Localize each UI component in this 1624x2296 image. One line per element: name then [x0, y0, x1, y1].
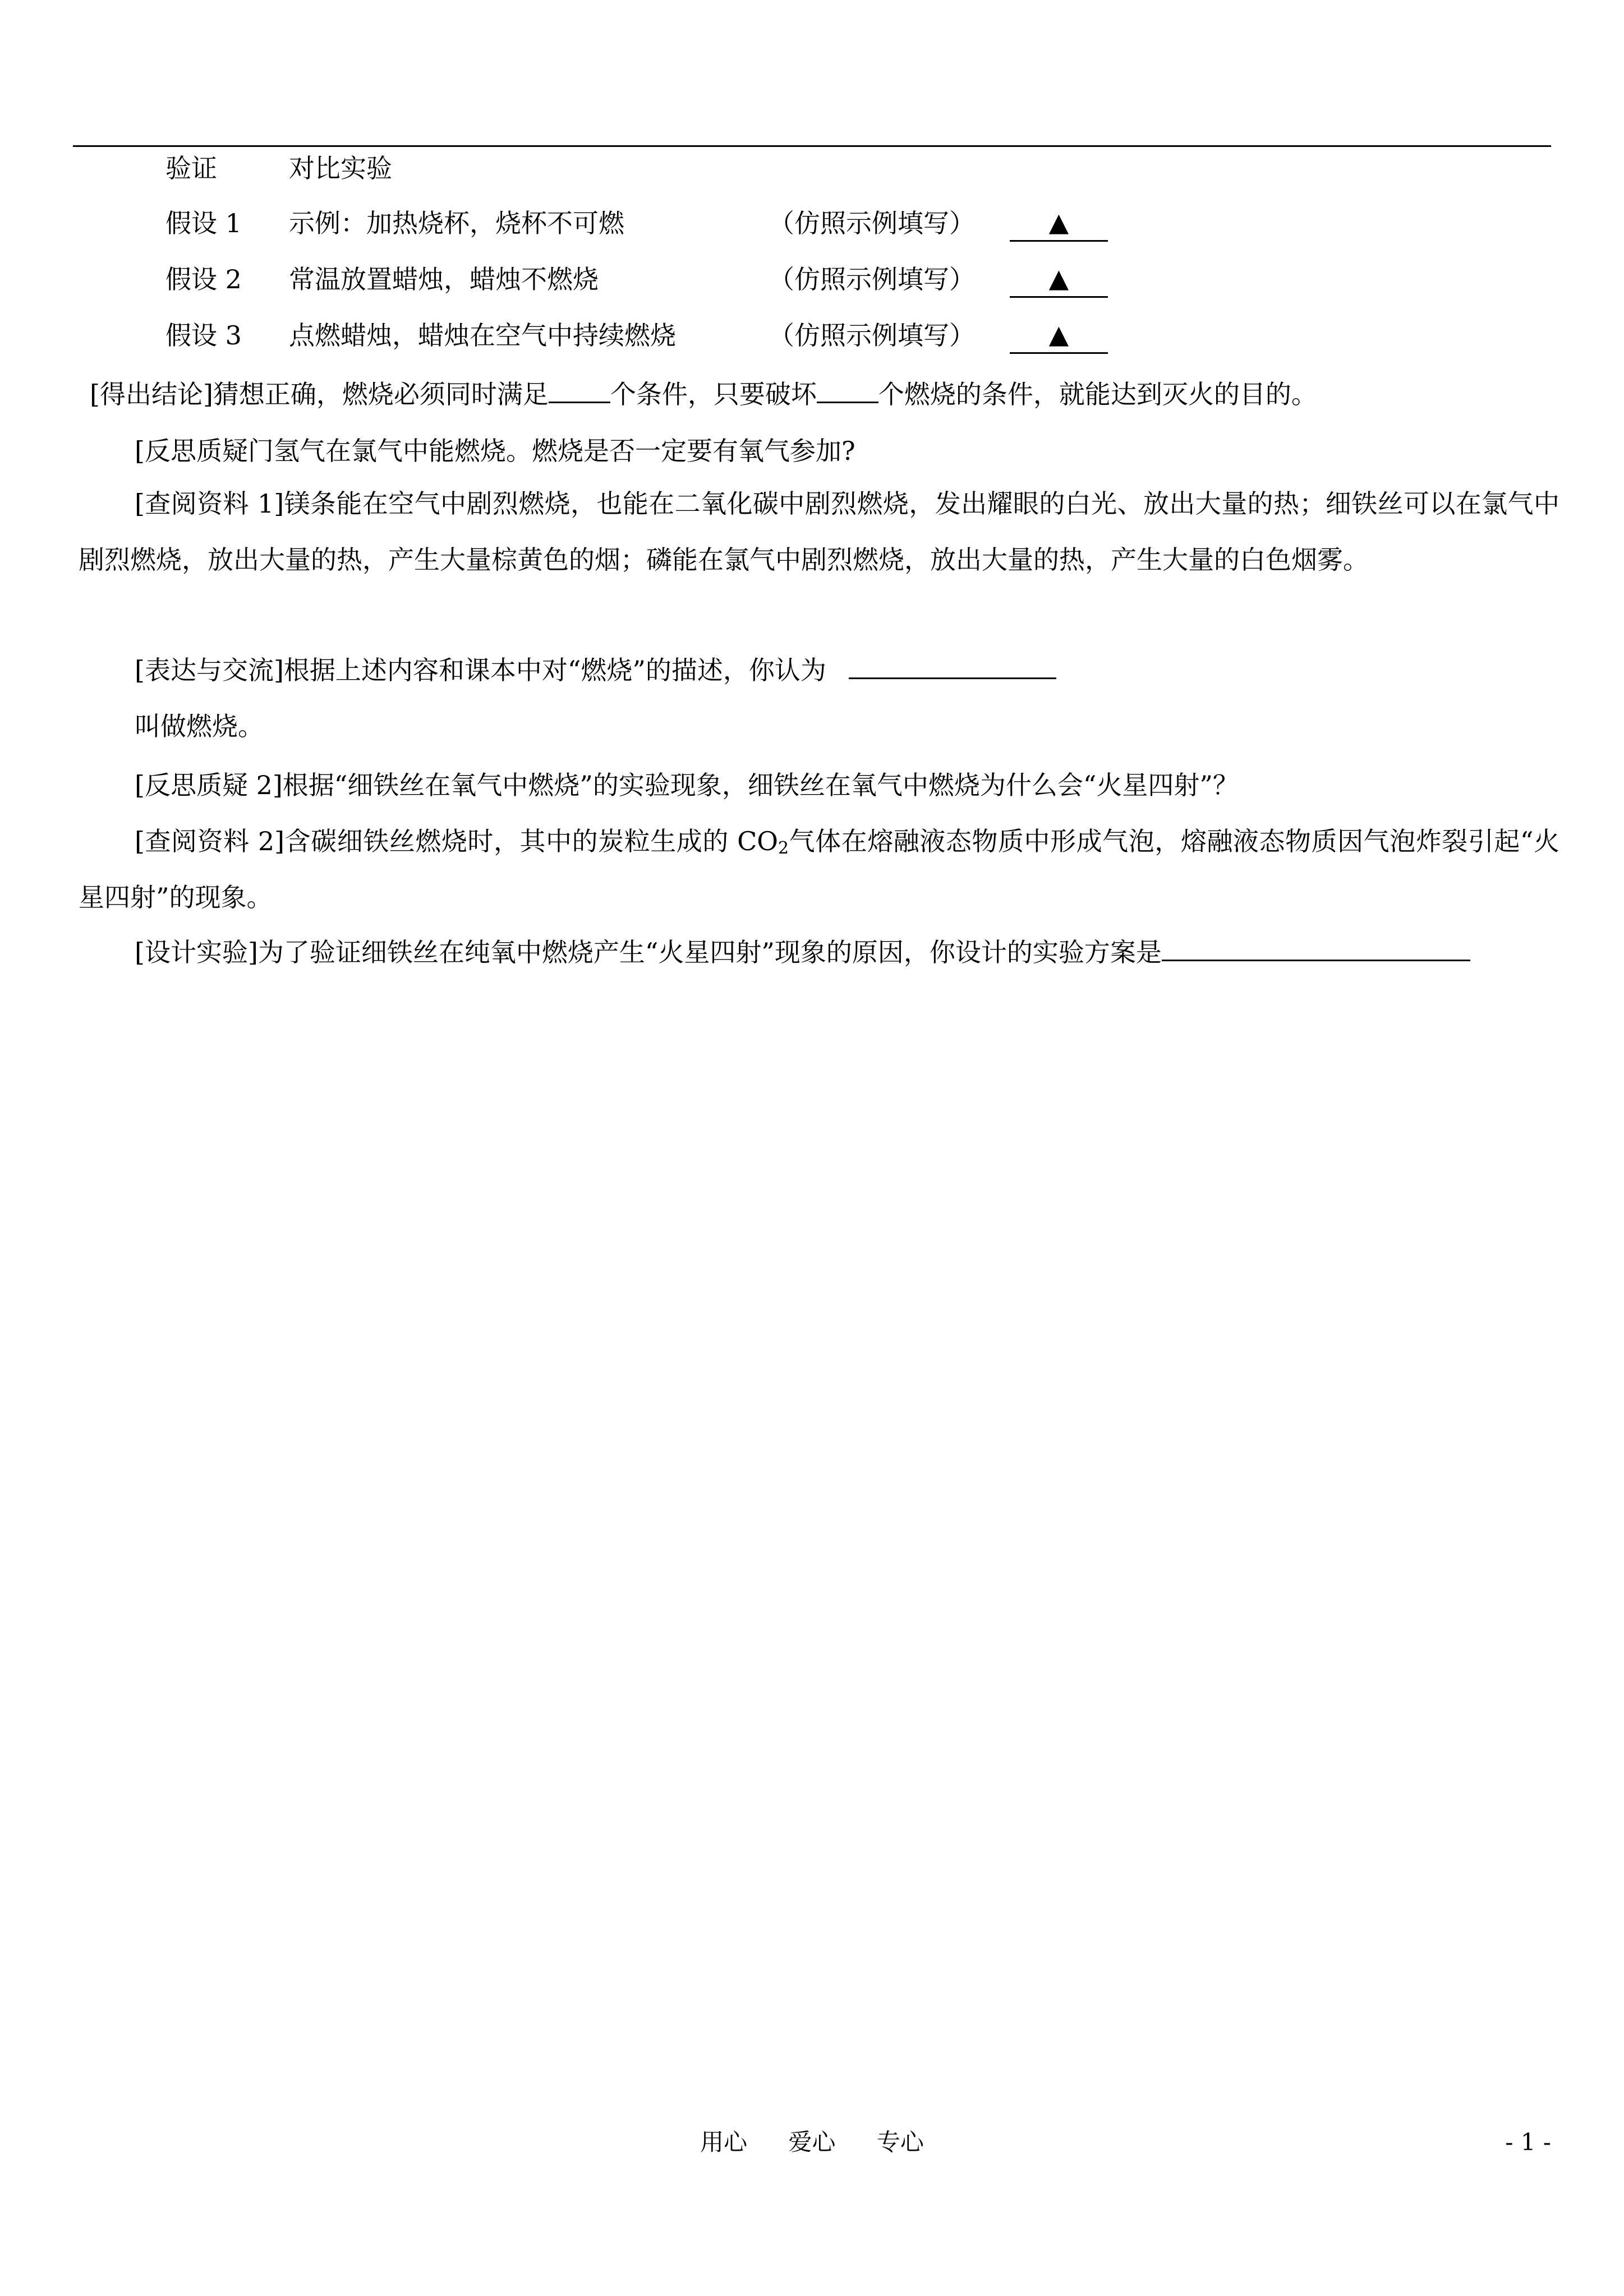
reference-2-before: [查阅资料 2]含碳细铁丝燃烧时，其中的炭粒生成的 CO: [135, 826, 778, 856]
design-answer-blank[interactable]: [1162, 933, 1470, 961]
expression-line-2: [135, 709, 264, 743]
hypothesis-label: 假设 1: [165, 208, 242, 238]
expression-line: [135, 651, 1056, 687]
hypothesis-label: 假设 3: [165, 320, 242, 351]
reflection-2: [反思质疑 2]根据“细铁丝在氧气中燃烧”的实验现象，细铁丝在氧气中燃烧为什么会“火星四射”？: [135, 770, 1239, 800]
hypothesis-content: 常温放置蜡烛，蜡烛不燃烧: [289, 264, 599, 294]
page-number: - 1 -: [1505, 2128, 1551, 2156]
conclusion-text-1: [得出结论]猜想正确，燃烧必须同时满足: [90, 379, 549, 409]
header-rule: [73, 145, 1551, 147]
reflection-1: [反思质疑门氢气在氯气中能燃烧。燃烧是否一定要有氧气参加?: [135, 436, 855, 466]
answer-blank-triangle[interactable]: ▲: [1010, 262, 1108, 298]
table-header-content: 对比实验: [289, 153, 392, 183]
fill-hint: （仿照示例填写）: [769, 208, 975, 238]
definition-blank[interactable]: [849, 651, 1056, 679]
conclusion-text-2: 个条件，只要破坏: [610, 379, 817, 409]
expression-text-end: 叫做燃烧。: [135, 711, 264, 741]
footer-slogan: [0, 2126, 1624, 2159]
hypothesis-label: 假设 2: [165, 264, 242, 294]
footer-item: 专心: [876, 2128, 924, 2156]
expression-text: [表达与交流]根据上述内容和课本中对“燃烧”的描述，你认为: [135, 655, 826, 685]
conclusion-line: [90, 375, 1317, 411]
reference-2-after: 气体在熔融液态物质中形成气泡，熔融液态物质因气泡炸裂引起“火星四射”的现象。: [79, 826, 1559, 912]
hypothesis-content: 示例：加热烧杯，烧杯不可燃: [289, 208, 624, 238]
table-header-label: 验证: [165, 153, 217, 183]
fill-hint: （仿照示例填写）: [769, 320, 975, 351]
conclusion-text-3: 个燃烧的条件，就能达到灭火的目的。: [878, 379, 1317, 409]
answer-blank-triangle[interactable]: ▲: [1010, 319, 1108, 354]
design-line: [135, 933, 1470, 969]
design-text: [设计实验]为了验证细铁丝在纯氧中燃烧产生“火星四射”现象的原因，你设计的实验方案是: [135, 937, 1162, 967]
answer-blank-triangle[interactable]: ▲: [1010, 206, 1108, 242]
hypothesis-content: 点燃蜡烛，蜡烛在空气中持续燃烧: [289, 320, 676, 351]
reference-1: [查阅资料 1]镁条能在空气中剧烈燃烧，也能在二氧化碳中剧烈燃烧，发出耀眼的白光、放出大量的热；细铁丝可以在氯气中剧烈燃烧，放出大量的热，产生大量棕黄色的烟；磷能在氯气中剧烈燃烧，放出大量的热，产生大量的白色烟雾。: [79, 488, 1559, 575]
fill-hint: （仿照示例填写）: [769, 264, 975, 294]
footer-item: 用心: [700, 2128, 748, 2156]
break-count-blank[interactable]: [817, 375, 878, 403]
co2-subscript: 2: [778, 838, 789, 858]
conditions-count-blank[interactable]: [549, 375, 610, 403]
reference-2: [79, 813, 1559, 925]
footer-item: 爱心: [788, 2128, 836, 2156]
